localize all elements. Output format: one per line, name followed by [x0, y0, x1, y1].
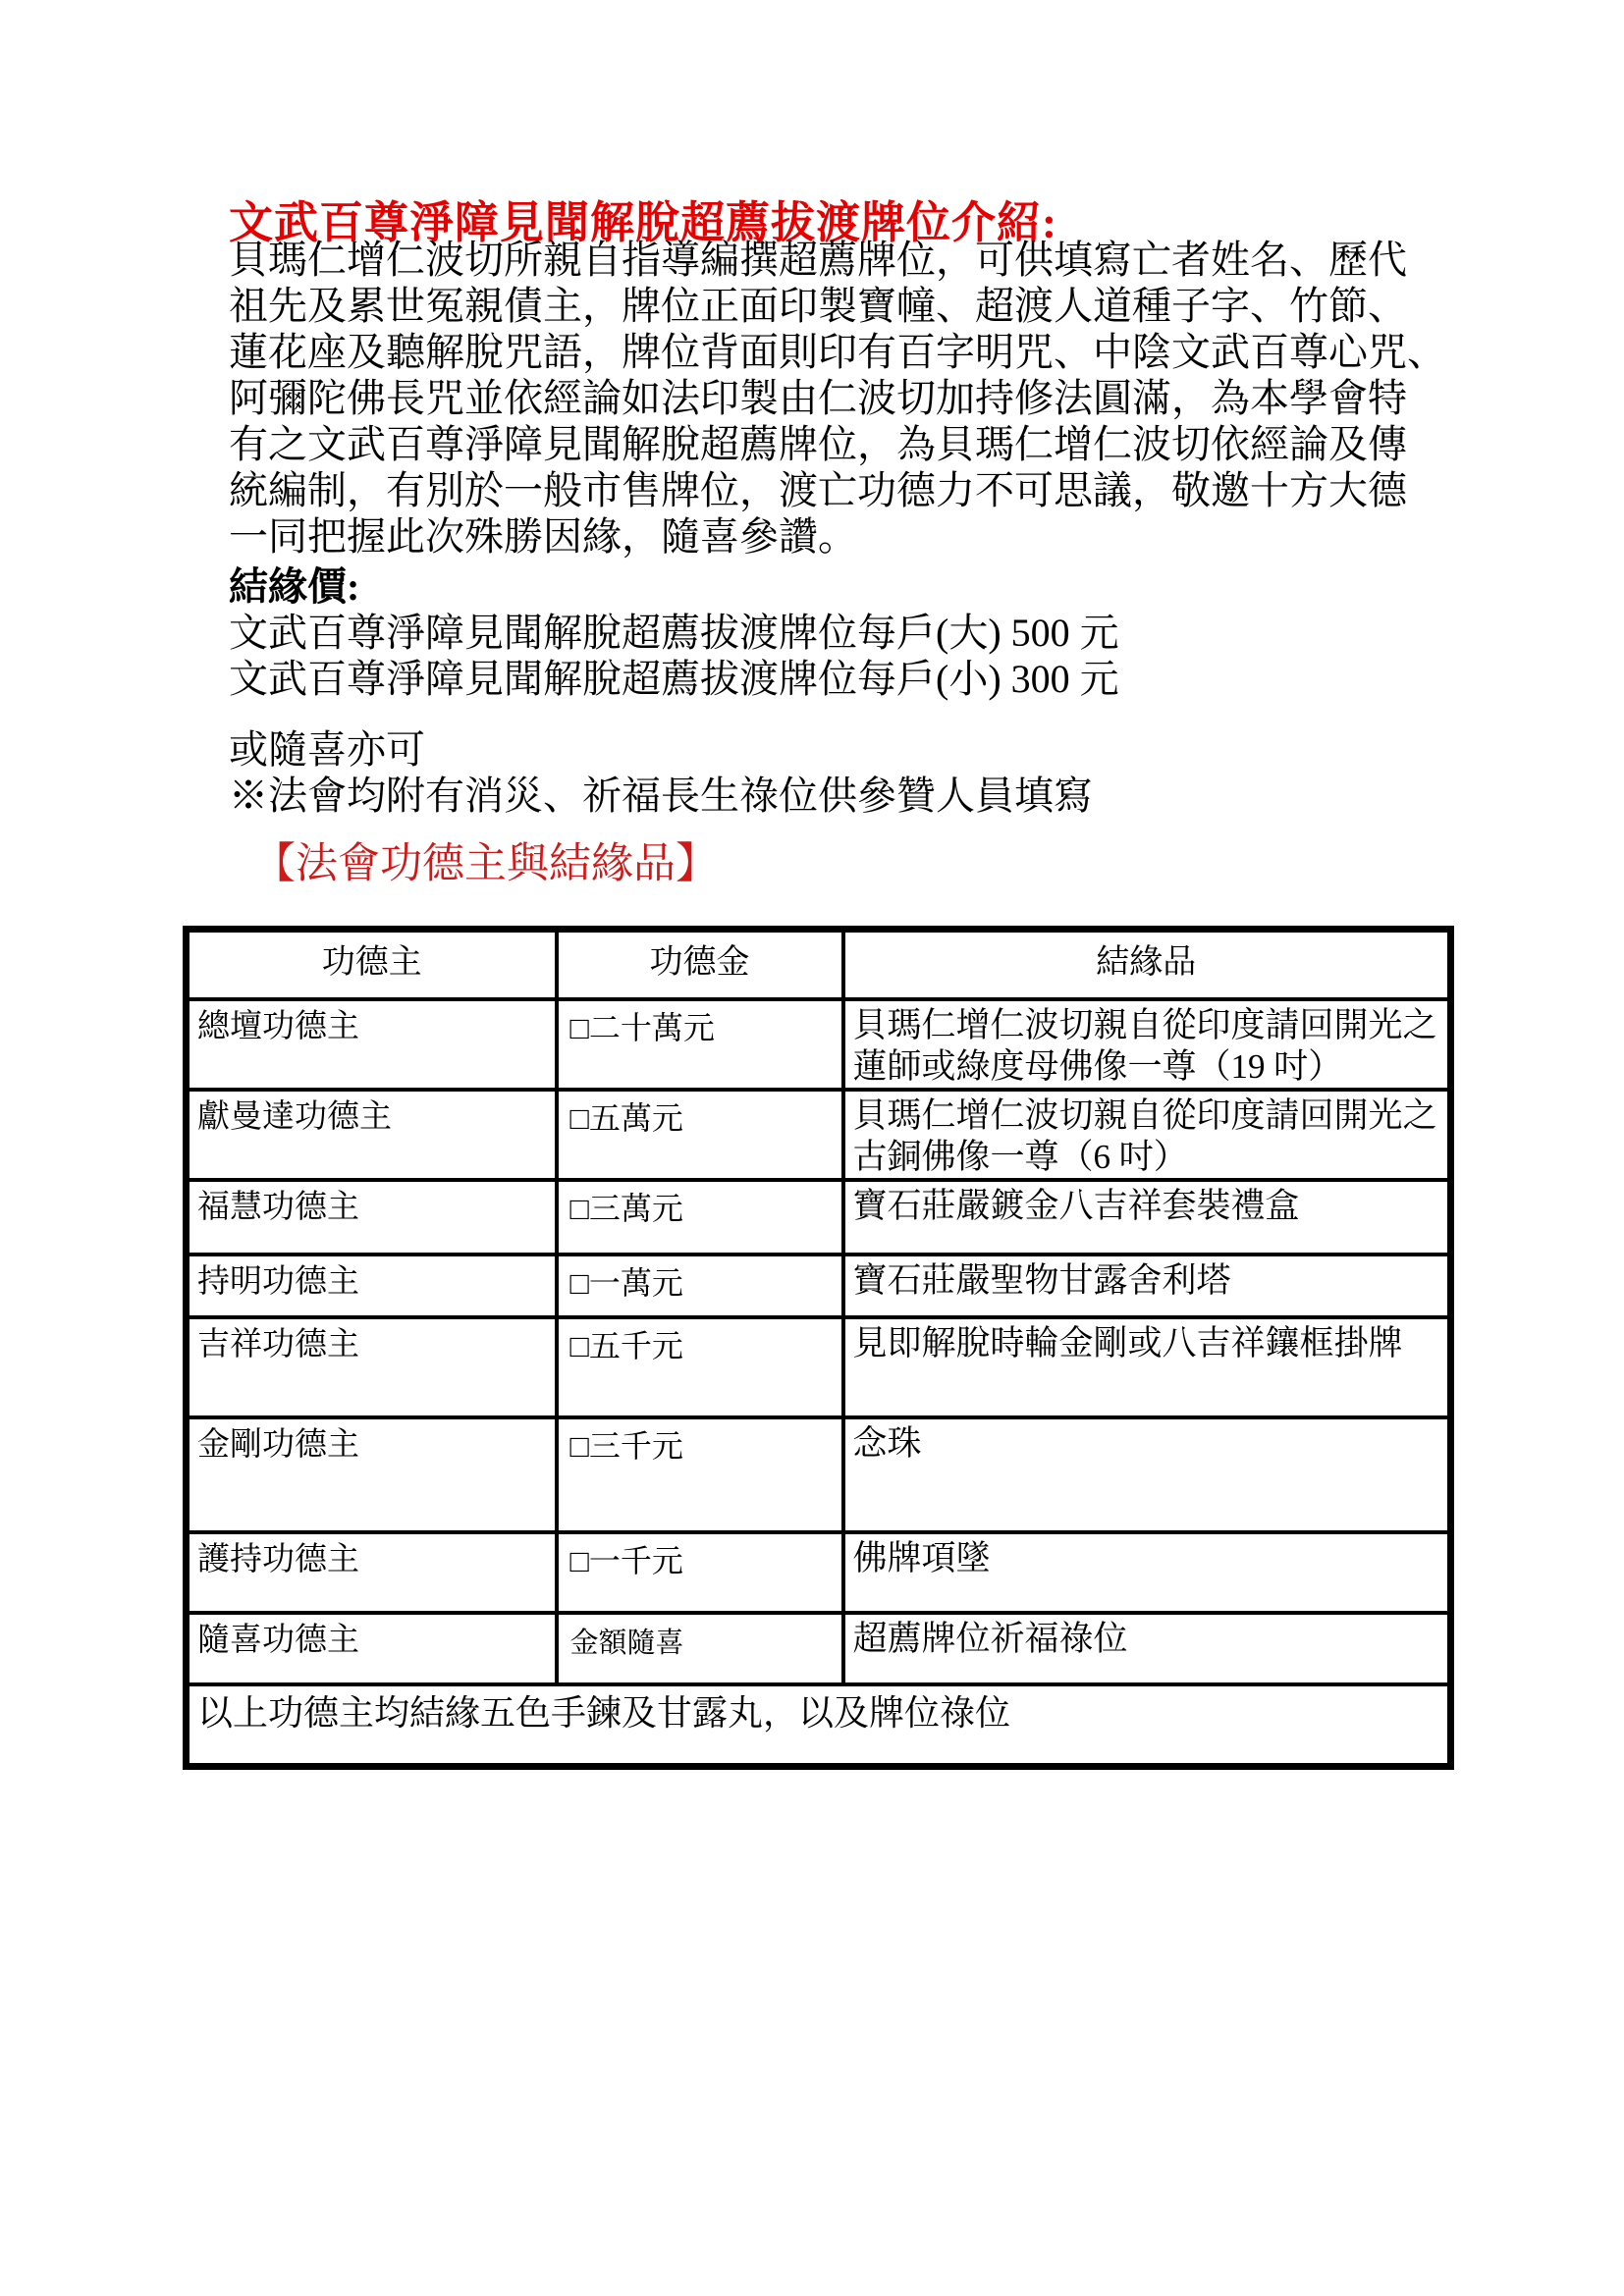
table-row [187, 1532, 1451, 1613]
donor-cell: 隨喜功德主 [187, 1613, 557, 1684]
header-donor: 功德主 [187, 930, 557, 1000]
donor-cell: 獻曼達功德主 [187, 1090, 557, 1180]
intro-line: 一同把握此次殊勝因緣，隨喜參讚。 [229, 514, 857, 559]
amount-cell: □三千元 [557, 1417, 843, 1532]
intro-line: 祖先及累世冤親債主，牌位正面印製寶幢、超渡人道種子字、竹節、 [229, 284, 1407, 328]
section-heading: 【法會功德主與結緣品】 [253, 841, 718, 887]
note-optional-donation: 或隨喜亦可 [229, 727, 425, 772]
donor-cell: 總壇功德主 [187, 999, 557, 1090]
donor-cell: 金剛功德主 [187, 1417, 557, 1532]
table-footer-note: 以上功德主均結緣五色手鍊及甘露丸，以及牌位祿位 [187, 1684, 1451, 1767]
donor-cell: 吉祥功德主 [187, 1317, 557, 1417]
intro-line: 貝瑪仁增仁波切所親自指導編撰超薦牌位，可供填寫亡者姓名、歷代 [229, 238, 1407, 282]
gift-cell: 佛牌項墜 [843, 1532, 1451, 1613]
price-line-large: 文武百尊淨障見聞解脫超薦拔渡牌位每戶(大) 500 元 [229, 611, 1119, 655]
table-header-row [187, 930, 1451, 1000]
amount-cell: □五萬元 [557, 1090, 843, 1180]
amount-cell: □一千元 [557, 1532, 843, 1613]
gift-cell: 超薦牌位祈福祿位 [843, 1613, 1451, 1684]
gift-cell: 寶石莊嚴鍍金八吉祥套裝禮盒 [843, 1180, 1451, 1255]
table-row [187, 1613, 1451, 1684]
amount-cell: □五千元 [557, 1317, 843, 1417]
note-longevity-tablet: ※法會均附有消災、祈福長生祿位供參贊人員填寫 [229, 774, 1093, 818]
price-line-small: 文武百尊淨障見聞解脫超薦拔渡牌位每戶(小) 300 元 [229, 657, 1119, 701]
intro-line: 阿彌陀佛長咒並依經論如法印製由仁波切加持修法圓滿，為本學會特 [229, 376, 1407, 420]
intro-line: 有之文武百尊淨障見聞解脫超薦牌位，為貝瑪仁增仁波切依經論及傳 [229, 422, 1407, 466]
donor-table [183, 926, 1454, 1770]
table-row [187, 1417, 1451, 1532]
table-row [187, 1090, 1451, 1180]
table-row [187, 999, 1451, 1090]
amount-cell: □三萬元 [557, 1180, 843, 1255]
gift-cell: 寶石莊嚴聖物甘露舍利塔 [843, 1255, 1451, 1317]
intro-paragraph [229, 237, 1446, 560]
price-heading: 結緣價: [229, 564, 360, 609]
gift-cell: 見即解脫時輪金剛或八吉祥鑲框掛牌 [843, 1317, 1451, 1417]
gift-cell: 貝瑪仁增仁波切親自從印度請回開光之古銅佛像一尊（6 吋） [843, 1090, 1451, 1180]
price-notes [229, 726, 1093, 819]
donor-cell: 持明功德主 [187, 1255, 557, 1317]
intro-line: 統編制，有別於一般市售牌位，渡亡功德力不可思議，敬邀十方大德 [229, 468, 1407, 512]
amount-cell: □一萬元 [557, 1255, 843, 1317]
donor-cell: 護持功德主 [187, 1532, 557, 1613]
header-amount: 功德金 [557, 930, 843, 1000]
header-gift: 結緣品 [843, 930, 1451, 1000]
page-title: 文武百尊淨障見聞解脫超薦拔渡牌位介紹: [229, 198, 1057, 247]
table-row [187, 1180, 1451, 1255]
table-footer-row [187, 1684, 1451, 1767]
amount-cell: □二十萬元 [557, 999, 843, 1090]
amount-cell: 金額隨喜 [557, 1613, 843, 1684]
gift-cell: 念珠 [843, 1417, 1451, 1532]
gift-cell: 貝瑪仁增仁波切親自從印度請回開光之蓮師或綠度母佛像一尊（19 吋） [843, 999, 1451, 1090]
donor-cell: 福慧功德主 [187, 1180, 557, 1255]
table-row [187, 1255, 1451, 1317]
price-section [229, 563, 1119, 702]
table-row [187, 1317, 1451, 1417]
intro-line: 蓮花座及聽解脫咒語，牌位背面則印有百字明咒、中陰文武百尊心咒、 [229, 330, 1446, 374]
